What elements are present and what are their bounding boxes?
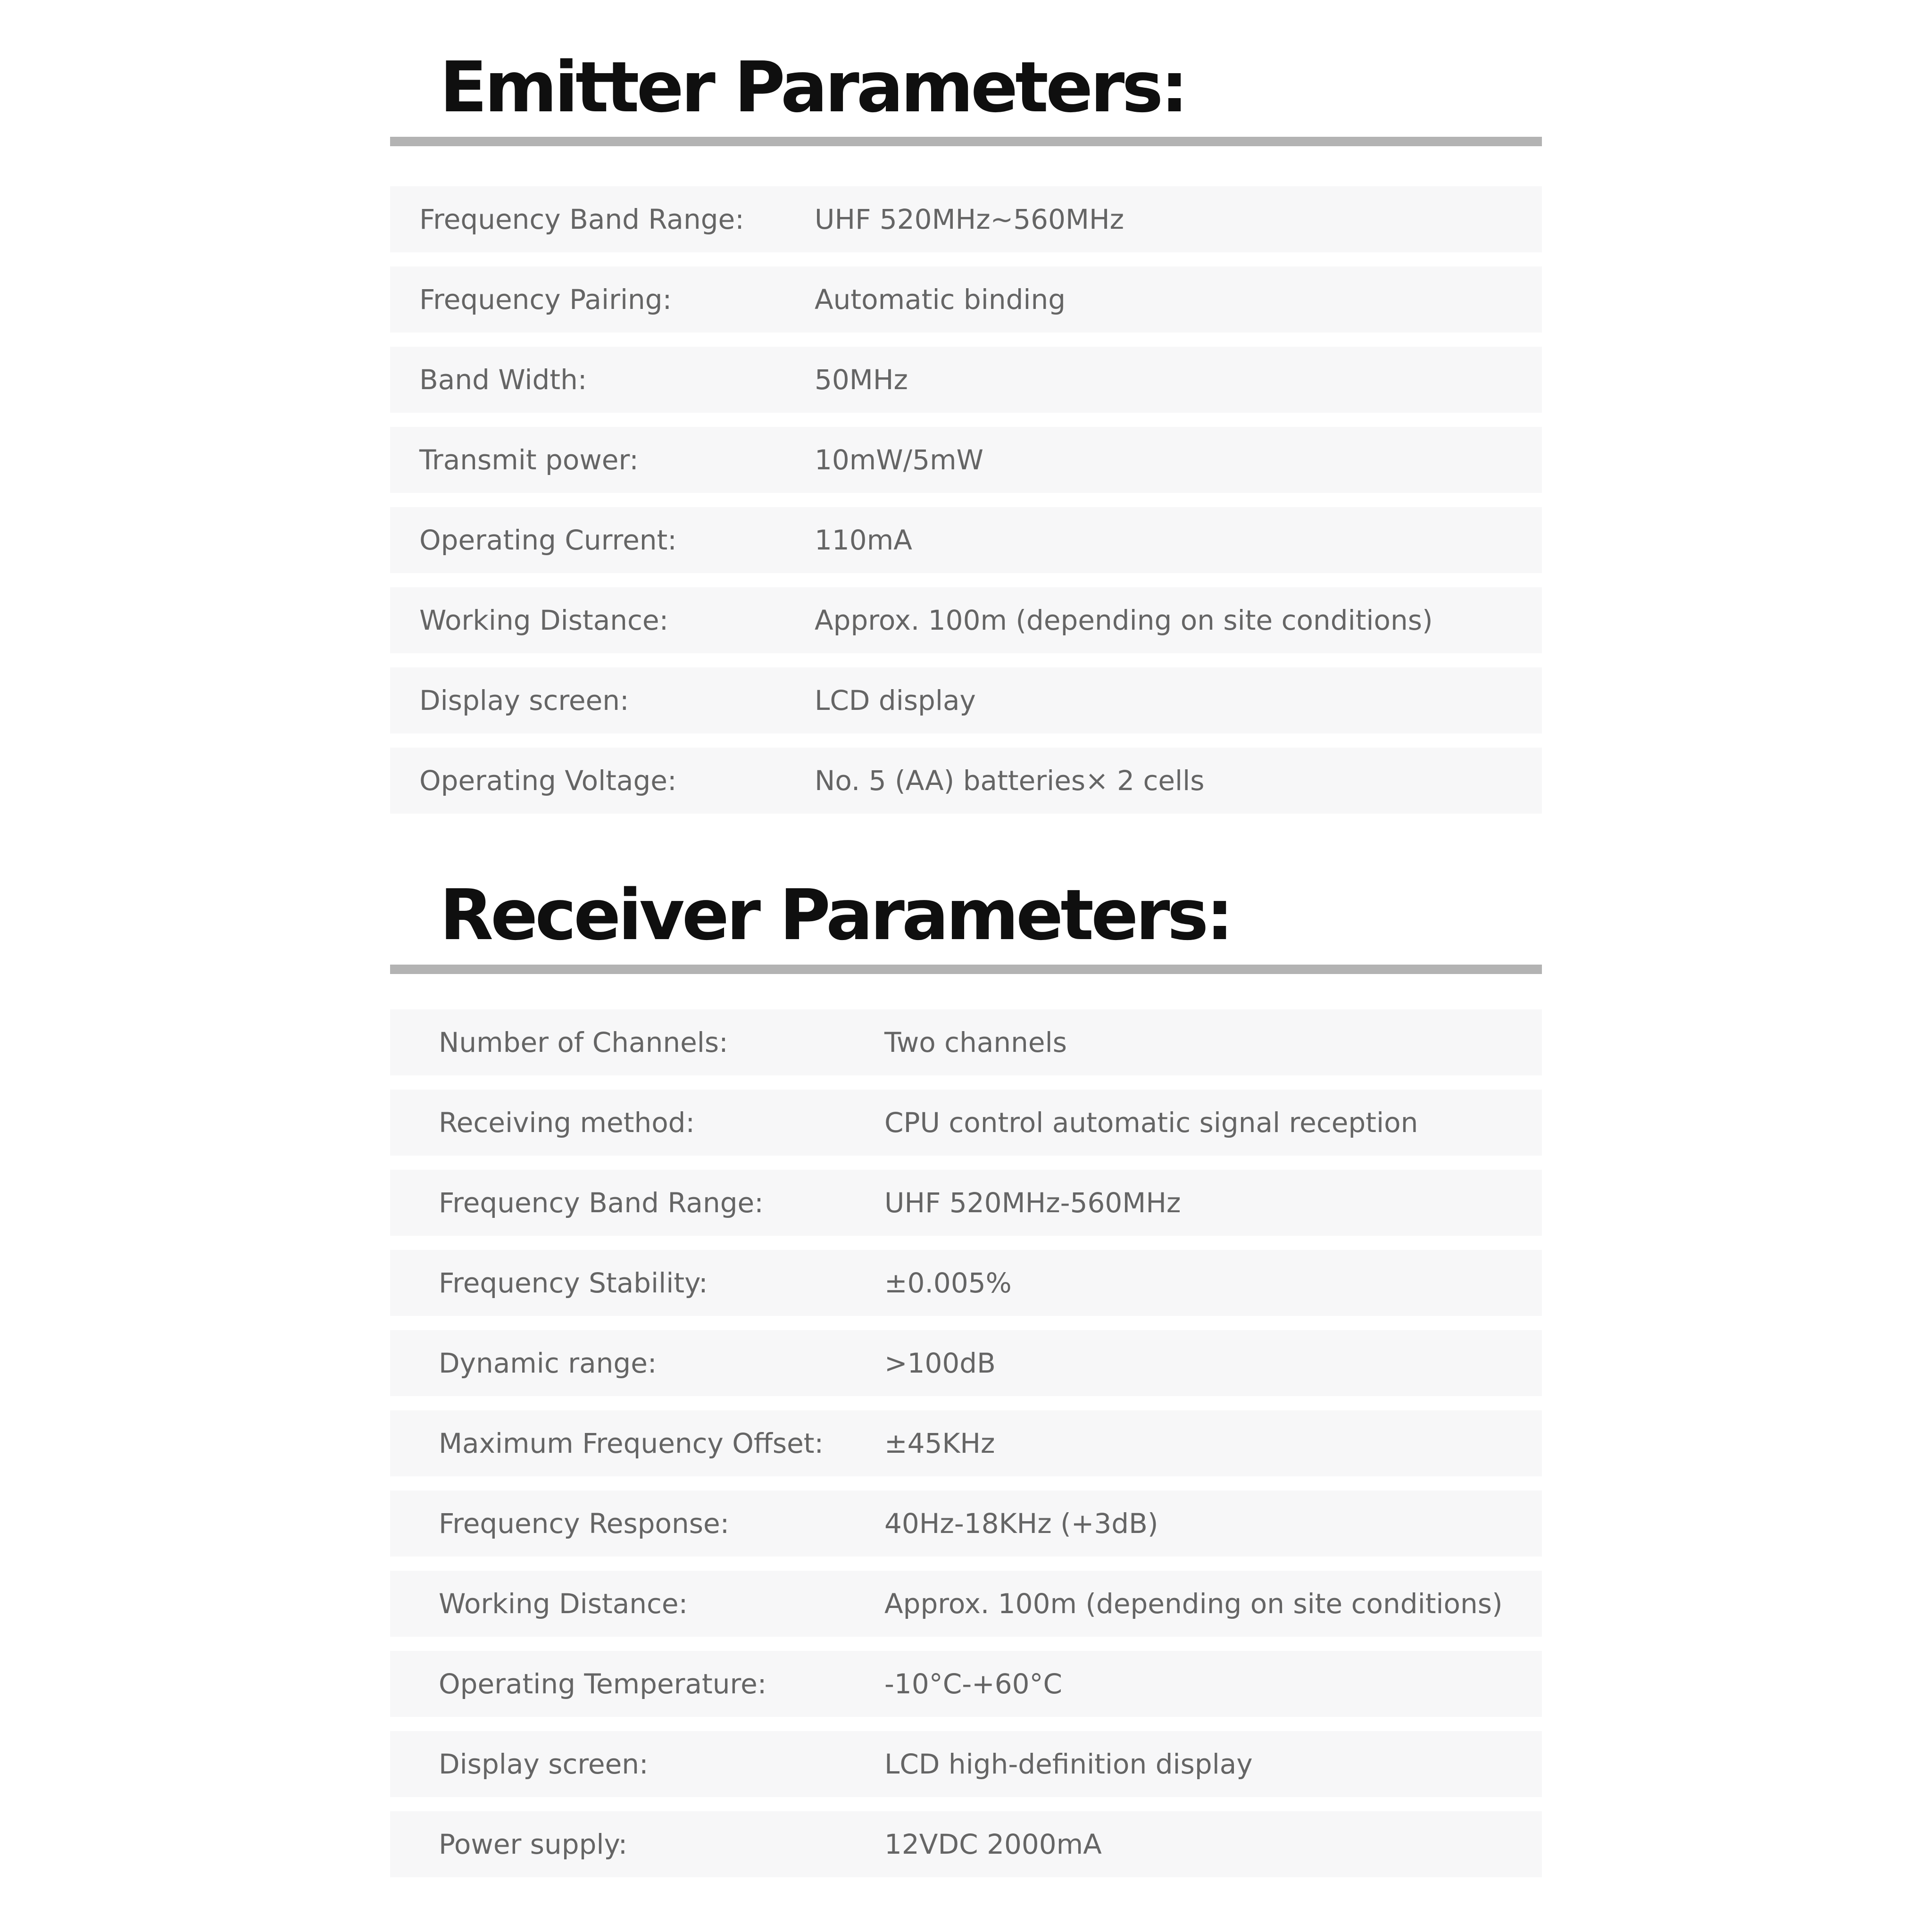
spec-value: 40Hz-18KHz (+3dB) (884, 1507, 1158, 1540)
spec-value: ±45KHz (884, 1427, 995, 1459)
spec-label: Frequency Stability: (439, 1267, 708, 1299)
spec-label: Display screen: (439, 1748, 649, 1780)
spec-row (390, 667, 1542, 733)
spec-row (390, 1250, 1542, 1316)
spec-section-receiver (390, 874, 1542, 1877)
spec-table (390, 1009, 1542, 1877)
section-title: Receiver Parameters: (440, 874, 1231, 956)
spec-value: -10°C-+60°C (884, 1668, 1063, 1700)
spec-row (390, 1491, 1542, 1557)
spec-value: Automatic binding (815, 283, 1066, 316)
spec-row (390, 1090, 1542, 1156)
spec-label: Frequency Band Range: (419, 203, 744, 235)
spec-row (390, 1571, 1542, 1637)
spec-label: Power supply: (439, 1828, 628, 1860)
spec-row (390, 1811, 1542, 1877)
spec-row (390, 587, 1542, 653)
spec-label: Frequency Response: (439, 1507, 730, 1540)
spec-value: No. 5 (AA) batteries× 2 cells (815, 765, 1205, 797)
spec-label: Transmit power: (419, 444, 639, 476)
spec-row (390, 507, 1542, 573)
spec-value: CPU control automatic signal reception (884, 1107, 1418, 1139)
spec-row (390, 266, 1542, 333)
spec-label: Operating Voltage: (419, 765, 677, 797)
spec-section-emitter (390, 47, 1542, 814)
product-spec-page (390, 0, 1542, 1877)
spec-value: Approx. 100m (depending on site conditions) (815, 604, 1433, 636)
spec-label: Operating Temperature: (439, 1668, 767, 1700)
spec-row (390, 427, 1542, 493)
spec-label: Dynamic range: (439, 1347, 657, 1379)
section-title: Emitter Parameters: (440, 47, 1186, 128)
spec-label: Frequency Pairing: (419, 283, 672, 316)
spec-row (390, 1330, 1542, 1396)
spec-label: Maximum Frequency Offset: (439, 1427, 824, 1459)
spec-label: Working Distance: (419, 604, 669, 636)
spec-value: 12VDC 2000mA (884, 1828, 1102, 1860)
spec-row (390, 1731, 1542, 1797)
spec-label: Receiving method: (439, 1107, 695, 1139)
spec-value: >100dB (884, 1347, 996, 1379)
spec-row (390, 1651, 1542, 1717)
spec-table (390, 186, 1542, 814)
spec-label: Frequency Band Range: (439, 1187, 764, 1219)
spec-row (390, 1009, 1542, 1075)
spec-value: Approx. 100m (depending on site conditions) (884, 1588, 1503, 1620)
spec-row (390, 1170, 1542, 1236)
spec-value: 50MHz (815, 364, 908, 396)
spec-label: Display screen: (419, 684, 629, 716)
spec-value: Two channels (884, 1026, 1067, 1058)
section-divider (390, 965, 1542, 974)
spec-value: LCD high-definition display (884, 1748, 1253, 1780)
section-divider (390, 137, 1542, 146)
spec-value: UHF 520MHz-560MHz (884, 1187, 1181, 1219)
spec-value: UHF 520MHz~560MHz (815, 203, 1124, 235)
spec-row (390, 748, 1542, 814)
spec-label: Number of Channels: (439, 1026, 728, 1058)
spec-value: LCD display (815, 684, 976, 716)
spec-row (390, 347, 1542, 413)
spec-sections (390, 47, 1542, 1877)
spec-label: Band Width: (419, 364, 587, 396)
spec-row (390, 186, 1542, 252)
spec-label: Operating Current: (419, 524, 677, 556)
spec-value: ±0.005% (884, 1267, 1012, 1299)
spec-label: Working Distance: (439, 1588, 688, 1620)
spec-value: 110mA (815, 524, 912, 556)
spec-value: 10mW/5mW (815, 444, 983, 476)
spec-row (390, 1410, 1542, 1476)
